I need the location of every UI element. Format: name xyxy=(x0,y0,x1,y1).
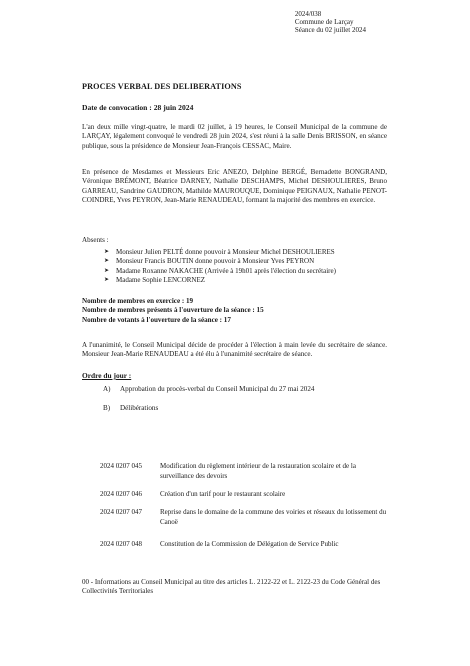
header-reference: 2024/038 xyxy=(294,10,322,18)
count-present: Nombre de membres présents à l'ouverture de la séance : 15 xyxy=(82,306,264,315)
document-title: PROCES VERBAL DES DELIBERATIONS xyxy=(82,82,242,91)
deliberation-label: Création d'un tarif pour le restaurant scolaire xyxy=(160,490,286,498)
deliberation-label: Constitution de la Commission de Délégation de Service Public xyxy=(160,540,339,548)
arrow-bullet-icon: ➤ xyxy=(104,267,110,274)
deliberation-label: Modification du règlement intérieur de la restauration scolaire et de la surveillance des devoirs xyxy=(160,462,356,480)
list-item: ➤ Madame Roxanne NAKACHE (Arrivée à 19h01 après l'élection du secrétaire) xyxy=(104,266,336,275)
list-item: ➤ Monsieur Francis BOUTIN donne pouvoir à Monsieur Yves PEYRON xyxy=(104,257,315,266)
list-item: ➤ Madame Sophie LENCORNEZ xyxy=(104,276,206,285)
header-commune: Commune de Larçay xyxy=(294,18,354,26)
convocation-date: Date de convocation : 28 juin 2024 xyxy=(82,103,194,112)
deliberation-number: 2024 0207 047 xyxy=(100,508,142,516)
member-counts xyxy=(82,297,264,325)
deliberation-number: 2024 0207 045 xyxy=(100,462,142,470)
deliberation-number: 2024 0207 046 xyxy=(100,490,142,498)
list-item: ➤ Monsieur Julien PELTÉ donne pouvoir à Monsieur Michel DESHOULIERES xyxy=(104,248,335,256)
absents-list xyxy=(104,248,336,286)
header-seance: Séance du 02 juillet 2024 xyxy=(294,26,366,34)
deliberation-label: Reprise dans le domaine de la commune des voiries et réseaux du lotissement du Canoë xyxy=(160,508,387,526)
count-members: Nombre de membres en exercice : 19 xyxy=(82,297,194,305)
presents-paragraph: En présence de Mesdames et Messieurs Eric ANEZO, Delphine BERGÉ, Bernadette BONGRAND, Véronique BRÉMONT, Béatrice DARNEY, Nathalie DESCHAMPS, Michel DESHOULIERES, Bruno GARREAU, Sandrine GAUDRON, Mathilde MAUROUQUE, Dominique PEIGNAUX, Nathalie PENOT-COINDRE, Yves PEYRON, Jean-Marie RENAUDEAU, formant la majorité des membres en exercice. xyxy=(82,168,387,205)
agenda-heading: Ordre du jour : xyxy=(82,371,132,380)
agenda-item-a: A) Approbation du procès-verbal du Conseil Municipal du 27 mai 2024 xyxy=(103,385,315,393)
arrow-bullet-icon: ➤ xyxy=(104,277,110,284)
count-voters: Nombre de votants à l'ouverture de la séance : 17 xyxy=(82,315,231,324)
deliberation-number: 2024 0207 048 xyxy=(100,540,142,548)
secretary-paragraph: A l'unanimité, le Conseil Municipal décide de procéder à l'élection à main levée du secrétaire de séance. Monsieur Jean-Marie RENAUDEAU a été élu à l'unanimité secrétaire de séance. xyxy=(82,341,387,359)
absents-heading: Absents : xyxy=(82,236,109,244)
arrow-bullet-icon: ➤ xyxy=(104,249,110,255)
informations-paragraph: 00 - Informations au Conseil Municipal au titre des articles L. 2122-22 et L. 2122-23 du Code Général des Collectivités Territoriales xyxy=(82,578,381,596)
document-header xyxy=(295,10,366,34)
agenda-item-b: B) Délibérations xyxy=(103,404,159,412)
arrow-bullet-icon: ➤ xyxy=(104,258,110,265)
intro-paragraph: L'an deux mille vingt-quatre, le mardi 02 juillet, à 19 heures, le Conseil Municipal de la commune de LARÇAY, légalement convoqué le vendredi 28 juin 2024, s'est réuni à la salle Denis BRISSON, en séance publique, sous la présidence de Monsieur Jean-François CESSAC, Maire. xyxy=(82,123,387,150)
